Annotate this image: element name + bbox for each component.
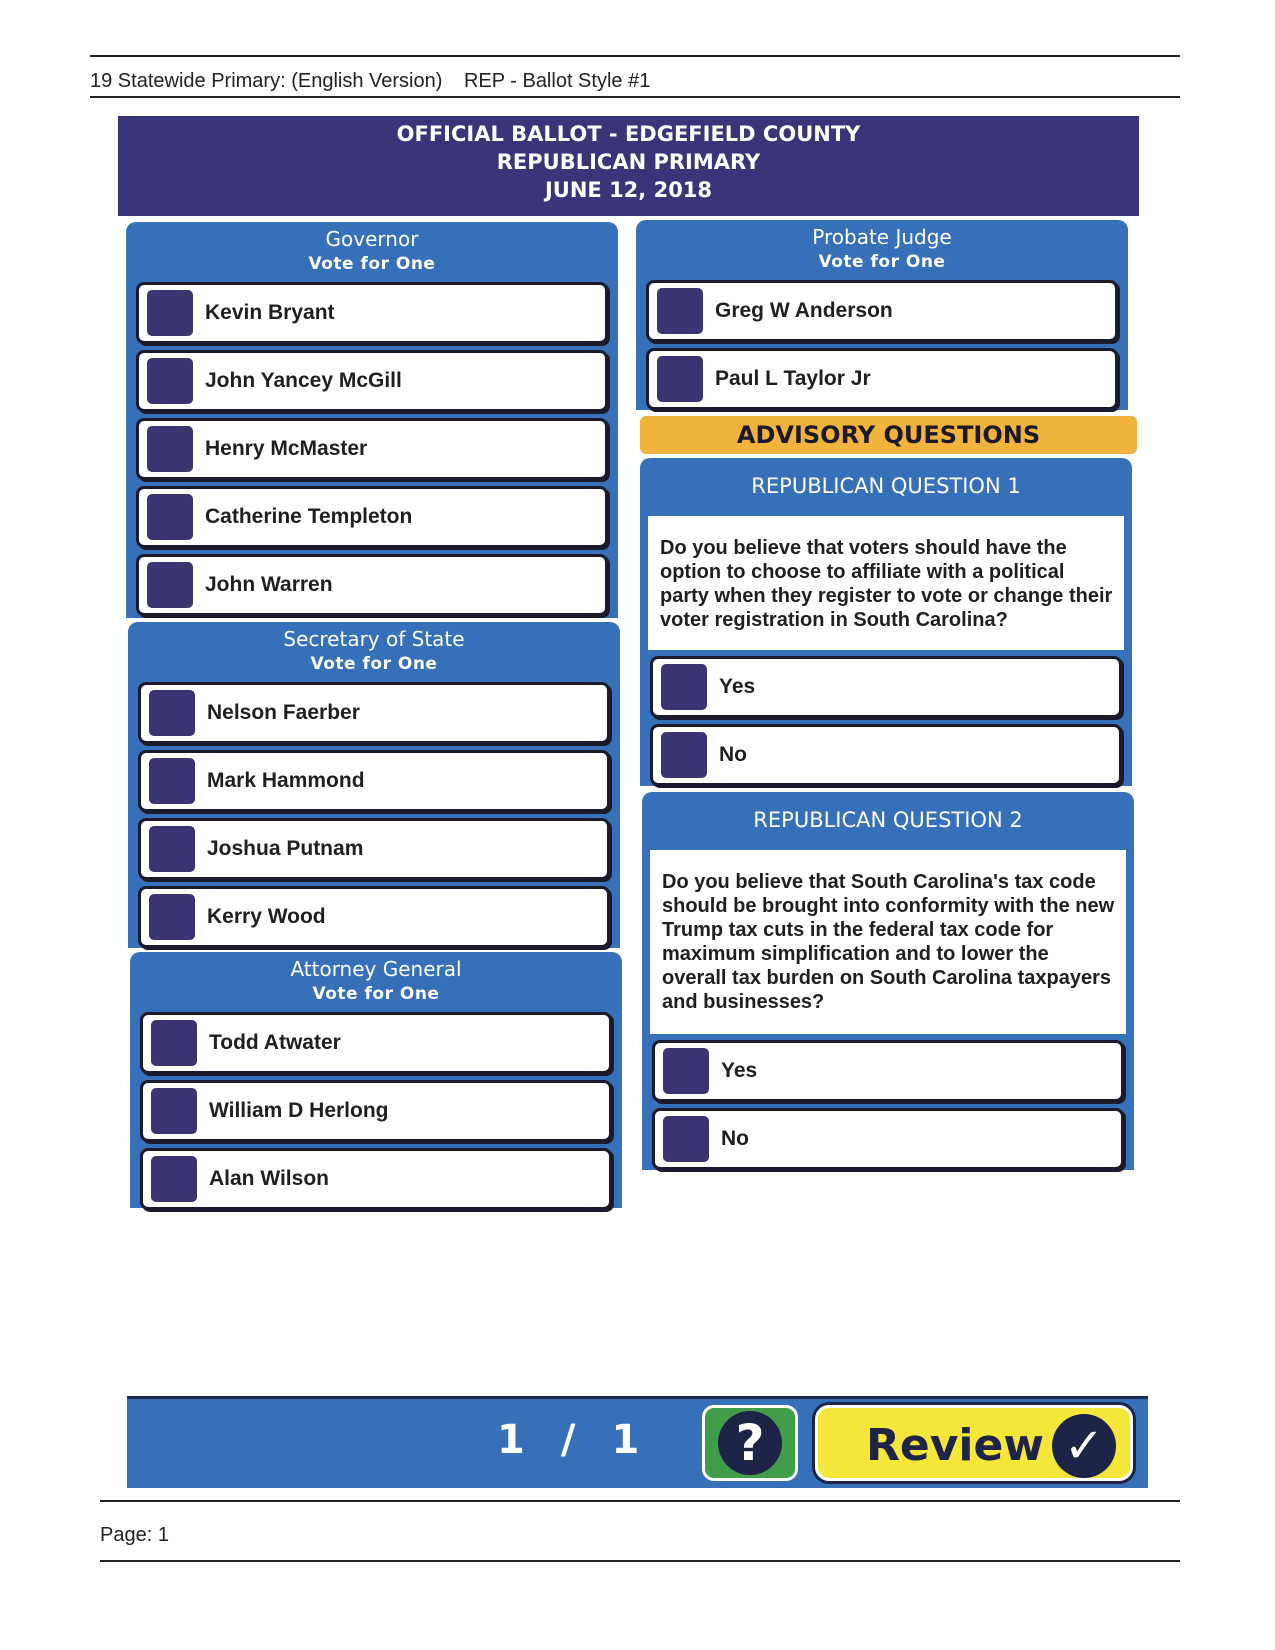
candidate-name: Todd Atwater	[209, 1031, 341, 1054]
page-header	[90, 70, 650, 93]
contest-header	[130, 952, 622, 1012]
vote-for-instruction: Vote for One	[308, 254, 436, 274]
checkbox[interactable]	[149, 758, 195, 804]
question-2	[642, 792, 1134, 1170]
ballot-title	[118, 116, 1139, 216]
ballot-title-line1: OFFICIAL BALLOT - EDGEFIELD COUNTY	[396, 122, 861, 146]
review-label: Review	[866, 1420, 1044, 1471]
review-button[interactable]	[815, 1405, 1133, 1481]
choice-nelson-faerber[interactable]	[138, 682, 610, 744]
question-1	[640, 458, 1132, 786]
choice-john-yancey-mcgill[interactable]	[136, 350, 608, 412]
choice-kerry-wood[interactable]	[138, 886, 610, 948]
candidate-name: Kerry Wood	[207, 905, 326, 928]
candidate-name: John Warren	[205, 573, 333, 596]
candidate-name: Joshua Putnam	[207, 837, 364, 860]
choice-greg-w-anderson[interactable]	[646, 280, 1118, 342]
option-label: Yes	[721, 1059, 758, 1082]
contest-governor	[126, 222, 618, 618]
candidate-name: Nelson Faerber	[207, 701, 360, 724]
candidate-name: Alan Wilson	[209, 1167, 329, 1190]
total-pages: 1	[611, 1417, 640, 1463]
candidate-name: William D Herlong	[209, 1099, 389, 1122]
contest-name: Probate Judge	[812, 225, 952, 249]
contest-probate-judge	[636, 220, 1128, 410]
checkbox[interactable]	[663, 1116, 709, 1162]
question-text: Do you believe that voters should have the option to choose to affiliate with a political party when they register to vote or change their voter registration in South Carolina?	[648, 516, 1124, 650]
choice-alan-wilson[interactable]	[140, 1148, 612, 1210]
ballot-style: REP - Ballot Style #1	[463, 70, 651, 92]
checkbox[interactable]	[661, 732, 707, 778]
checkbox[interactable]	[661, 664, 707, 710]
candidate-name: Kevin Bryant	[205, 301, 335, 324]
choice-john-warren[interactable]	[136, 554, 608, 616]
candidate-name: John Yancey McGill	[205, 369, 402, 392]
contest-secretary-of-state	[128, 622, 620, 948]
checkbox[interactable]	[147, 358, 193, 404]
election-name: 19 Statewide Primary: (English Version)	[90, 70, 443, 92]
candidate-name: Greg W Anderson	[715, 299, 893, 322]
checkbox[interactable]	[151, 1156, 197, 1202]
candidate-name: Paul L Taylor Jr	[715, 367, 871, 390]
footer-bottom-rule	[100, 1560, 1180, 1562]
choice-mark-hammond[interactable]	[138, 750, 610, 812]
contest-name: Governor	[325, 227, 419, 251]
choice-paul-l-taylor-jr[interactable]	[646, 348, 1118, 410]
header-top-rule	[90, 55, 1180, 57]
option-label: No	[719, 743, 747, 766]
navigation-bar	[127, 1396, 1148, 1488]
choice-william-d-herlong[interactable]	[140, 1080, 612, 1142]
help-button[interactable]	[702, 1405, 798, 1481]
candidate-name: Henry McMaster	[205, 437, 368, 460]
vote-for-instruction: Vote for One	[818, 252, 946, 272]
candidate-name: Catherine Templeton	[205, 505, 413, 528]
page-number: Page: 1	[100, 1524, 169, 1546]
page-separator: /	[560, 1417, 576, 1463]
choice-todd-atwater[interactable]	[140, 1012, 612, 1074]
checkmark-icon: ✓	[1052, 1414, 1116, 1478]
question-title: REPUBLICAN QUESTION 1	[751, 474, 1021, 498]
ballot-title-line3: JUNE 12, 2018	[544, 178, 713, 202]
advisory-questions-header: ADVISORY QUESTIONS	[640, 416, 1137, 454]
checkbox[interactable]	[147, 290, 193, 336]
contest-name: Attorney General	[290, 957, 462, 981]
contest-attorney-general	[130, 952, 622, 1208]
checkbox[interactable]	[147, 562, 193, 608]
checkbox[interactable]	[657, 288, 703, 334]
contest-header	[128, 622, 620, 682]
checkbox[interactable]	[149, 826, 195, 872]
checkbox[interactable]	[151, 1088, 197, 1134]
checkbox[interactable]	[149, 894, 195, 940]
page-indicator	[497, 1417, 675, 1463]
checkbox[interactable]	[147, 426, 193, 472]
contest-name: Secretary of State	[283, 627, 465, 651]
checkbox[interactable]	[663, 1048, 709, 1094]
contest-header	[636, 220, 1128, 280]
checkbox[interactable]	[149, 690, 195, 736]
choice-q2-yes[interactable]	[652, 1040, 1124, 1102]
header-bottom-rule	[90, 96, 1180, 98]
option-label: No	[721, 1127, 749, 1150]
vote-for-instruction: Vote for One	[312, 984, 440, 1004]
current-page: 1	[497, 1417, 525, 1463]
checkbox[interactable]	[147, 494, 193, 540]
choice-kevin-bryant[interactable]	[136, 282, 608, 344]
choice-henry-mcmaster[interactable]	[136, 418, 608, 480]
choice-q1-no[interactable]	[650, 724, 1122, 786]
question-text: Do you believe that South Carolina's tax code should be brought into conformity with the new Trump tax cuts in the federal tax code for maximum simplification and to lower the overall tax burden on South Carolina taxpayers and businesses?	[650, 850, 1126, 1034]
choice-catherine-templeton[interactable]	[136, 486, 608, 548]
checkbox[interactable]	[151, 1020, 197, 1066]
choice-joshua-putnam[interactable]	[138, 818, 610, 880]
checkbox[interactable]	[657, 356, 703, 402]
option-label: Yes	[719, 675, 756, 698]
help-icon: ?	[718, 1411, 782, 1475]
ballot-title-line2: REPUBLICAN PRIMARY	[496, 150, 761, 174]
question-title: REPUBLICAN QUESTION 2	[753, 808, 1023, 832]
candidate-name: Mark Hammond	[207, 769, 365, 792]
choice-q1-yes[interactable]	[650, 656, 1122, 718]
contest-header	[126, 222, 618, 282]
vote-for-instruction: Vote for One	[310, 654, 438, 674]
choice-q2-no[interactable]	[652, 1108, 1124, 1170]
footer-top-rule	[100, 1500, 1180, 1502]
